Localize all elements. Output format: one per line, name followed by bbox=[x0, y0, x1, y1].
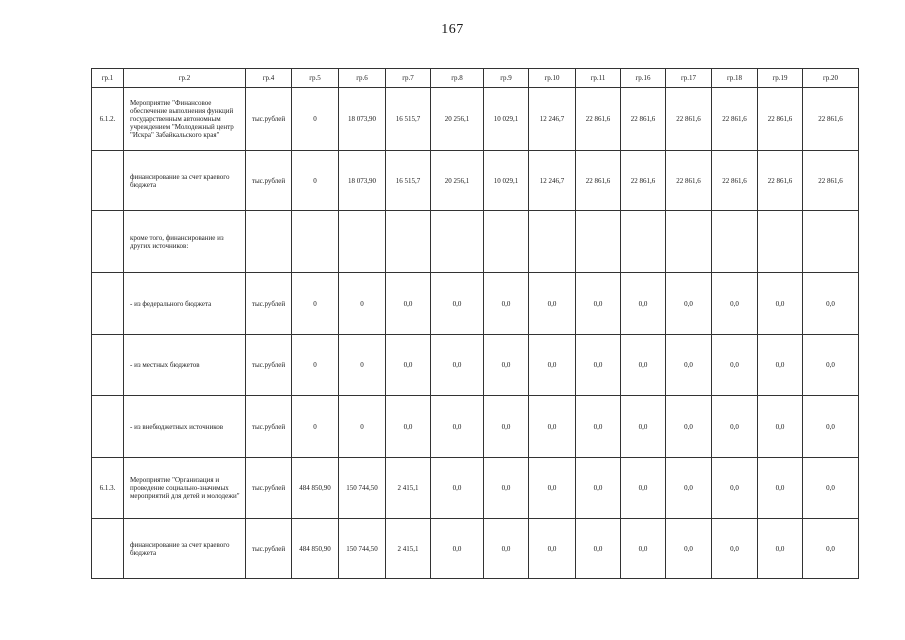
value-cell bbox=[666, 211, 712, 273]
value-cell: 0 bbox=[339, 273, 386, 335]
column-header: гр.7 bbox=[386, 69, 431, 88]
value-cell bbox=[386, 211, 431, 273]
value-cell: 0 bbox=[292, 88, 339, 151]
value-cell: 0 bbox=[339, 335, 386, 396]
value-cell: 0,0 bbox=[758, 519, 803, 579]
value-cell bbox=[484, 211, 529, 273]
row-code: 6.1.3. bbox=[92, 458, 124, 519]
value-cell: 0 bbox=[292, 151, 339, 211]
value-cell: 0,0 bbox=[529, 519, 576, 579]
value-cell: 0,0 bbox=[576, 396, 621, 458]
value-cell: 22 861,6 bbox=[576, 151, 621, 211]
column-header: гр.6 bbox=[339, 69, 386, 88]
row-code bbox=[92, 211, 124, 273]
value-cell: 22 861,6 bbox=[803, 151, 859, 211]
value-cell: 0,0 bbox=[666, 396, 712, 458]
value-cell: 0,0 bbox=[712, 273, 758, 335]
row-description: финансирование за счет краевого бюджета bbox=[124, 519, 246, 579]
value-cell: 0,0 bbox=[484, 273, 529, 335]
value-cell: 0,0 bbox=[621, 396, 666, 458]
value-cell: 0,0 bbox=[576, 335, 621, 396]
value-cell: 0 bbox=[292, 396, 339, 458]
value-cell: 22 861,6 bbox=[758, 88, 803, 151]
value-cell: 0,0 bbox=[621, 458, 666, 519]
column-header: гр.19 bbox=[758, 69, 803, 88]
value-cell: 0,0 bbox=[712, 458, 758, 519]
column-header: гр.2 bbox=[124, 69, 246, 88]
value-cell: 22 861,6 bbox=[803, 88, 859, 151]
value-cell: 0,0 bbox=[576, 519, 621, 579]
value-cell bbox=[758, 211, 803, 273]
value-cell: 0,0 bbox=[803, 273, 859, 335]
value-cell: 0,0 bbox=[386, 335, 431, 396]
column-header: гр.8 bbox=[431, 69, 484, 88]
value-cell bbox=[712, 211, 758, 273]
value-cell: 0,0 bbox=[386, 273, 431, 335]
value-cell: 0,0 bbox=[666, 458, 712, 519]
column-header: гр.9 bbox=[484, 69, 529, 88]
value-cell: 22 861,6 bbox=[666, 151, 712, 211]
value-cell: 0,0 bbox=[484, 396, 529, 458]
page-number: 167 bbox=[441, 22, 464, 37]
value-cell: 22 861,6 bbox=[758, 151, 803, 211]
value-cell: 0 bbox=[292, 335, 339, 396]
value-cell: 0,0 bbox=[758, 458, 803, 519]
value-cell: 0,0 bbox=[712, 335, 758, 396]
value-cell: 484 850,90 bbox=[292, 519, 339, 579]
value-cell: 0,0 bbox=[386, 396, 431, 458]
value-cell: 0,0 bbox=[576, 273, 621, 335]
row-description: - из федерального бюджета bbox=[124, 273, 246, 335]
value-cell: 2 415,1 bbox=[386, 519, 431, 579]
value-cell bbox=[803, 211, 859, 273]
value-cell: 0,0 bbox=[621, 273, 666, 335]
row-description: Мероприятие "Финансовое обеспечение выполнения функций государственным автономным учреждением "Молодежный центр "Искра" Забайкальского края" bbox=[124, 88, 246, 151]
value-cell: 150 744,50 bbox=[339, 458, 386, 519]
value-cell: 2 415,1 bbox=[386, 458, 431, 519]
value-cell: 0,0 bbox=[758, 273, 803, 335]
row-unit: тыс.рублей bbox=[246, 458, 292, 519]
value-cell bbox=[621, 211, 666, 273]
value-cell: 0,0 bbox=[712, 519, 758, 579]
value-cell bbox=[292, 211, 339, 273]
table-row bbox=[92, 458, 859, 519]
value-cell: 0 bbox=[292, 273, 339, 335]
value-cell: 0,0 bbox=[621, 519, 666, 579]
row-code bbox=[92, 335, 124, 396]
value-cell: 12 246,7 bbox=[529, 151, 576, 211]
value-cell: 0,0 bbox=[431, 396, 484, 458]
value-cell: 150 744,50 bbox=[339, 519, 386, 579]
value-cell: 22 861,6 bbox=[621, 151, 666, 211]
value-cell bbox=[576, 211, 621, 273]
value-cell: 0,0 bbox=[431, 273, 484, 335]
value-cell: 0,0 bbox=[484, 519, 529, 579]
value-cell: 0,0 bbox=[529, 335, 576, 396]
value-cell: 0,0 bbox=[621, 335, 666, 396]
row-description: финансирование за счет краевого бюджета bbox=[124, 151, 246, 211]
row-unit: тыс.рублей bbox=[246, 88, 292, 151]
table-row bbox=[92, 396, 859, 458]
value-cell: 0,0 bbox=[803, 335, 859, 396]
value-cell: 18 073,90 bbox=[339, 88, 386, 151]
row-unit: тыс.рублей bbox=[246, 273, 292, 335]
value-cell: 0,0 bbox=[758, 396, 803, 458]
value-cell bbox=[431, 211, 484, 273]
value-cell: 0,0 bbox=[803, 458, 859, 519]
value-cell: 0,0 bbox=[529, 396, 576, 458]
value-cell: 0,0 bbox=[712, 396, 758, 458]
row-description: Мероприятие "Организация и проведение социально-значимых мероприятий для детей и молодежи" bbox=[124, 458, 246, 519]
column-header: гр.16 bbox=[621, 69, 666, 88]
value-cell: 22 861,6 bbox=[712, 88, 758, 151]
row-code bbox=[92, 519, 124, 579]
row-code bbox=[92, 151, 124, 211]
table-row bbox=[92, 88, 859, 151]
value-cell: 12 246,7 bbox=[529, 88, 576, 151]
value-cell: 22 861,6 bbox=[666, 88, 712, 151]
table-row bbox=[92, 273, 859, 335]
row-code: 6.1.2. bbox=[92, 88, 124, 151]
column-header: гр.11 bbox=[576, 69, 621, 88]
value-cell: 0,0 bbox=[529, 458, 576, 519]
value-cell: 20 256,1 bbox=[431, 88, 484, 151]
column-header: гр.1 bbox=[92, 69, 124, 88]
budget-table bbox=[91, 68, 859, 579]
row-unit: тыс.рублей bbox=[246, 151, 292, 211]
value-cell: 0,0 bbox=[431, 519, 484, 579]
header-row bbox=[92, 69, 859, 88]
row-unit: тыс.рублей bbox=[246, 519, 292, 579]
table-row bbox=[92, 335, 859, 396]
value-cell: 0,0 bbox=[529, 273, 576, 335]
value-cell: 16 515,7 bbox=[386, 88, 431, 151]
row-unit: тыс.рублей bbox=[246, 335, 292, 396]
column-header: гр.17 bbox=[666, 69, 712, 88]
table-row bbox=[92, 151, 859, 211]
row-description: кроме того, финансирование из других источников: bbox=[124, 211, 246, 273]
value-cell bbox=[529, 211, 576, 273]
value-cell: 0,0 bbox=[484, 458, 529, 519]
value-cell: 0,0 bbox=[803, 396, 859, 458]
value-cell: 10 029,1 bbox=[484, 151, 529, 211]
column-header: гр.4 bbox=[246, 69, 292, 88]
value-cell: 0 bbox=[339, 396, 386, 458]
value-cell: 22 861,6 bbox=[621, 88, 666, 151]
row-description: - из внебюджетных источников bbox=[124, 396, 246, 458]
value-cell: 0,0 bbox=[576, 458, 621, 519]
value-cell: 16 515,7 bbox=[386, 151, 431, 211]
column-header: гр.20 bbox=[803, 69, 859, 88]
value-cell: 0,0 bbox=[484, 335, 529, 396]
value-cell: 0,0 bbox=[431, 335, 484, 396]
column-header: гр.18 bbox=[712, 69, 758, 88]
value-cell bbox=[339, 211, 386, 273]
column-header: гр.10 bbox=[529, 69, 576, 88]
row-code bbox=[92, 273, 124, 335]
row-description: - из местных бюджетов bbox=[124, 335, 246, 396]
value-cell: 18 073,90 bbox=[339, 151, 386, 211]
row-code bbox=[92, 396, 124, 458]
value-cell: 22 861,6 bbox=[576, 88, 621, 151]
row-unit bbox=[246, 211, 292, 273]
value-cell: 0,0 bbox=[758, 335, 803, 396]
value-cell: 22 861,6 bbox=[712, 151, 758, 211]
value-cell: 0,0 bbox=[431, 458, 484, 519]
value-cell: 0,0 bbox=[666, 273, 712, 335]
table-row bbox=[92, 211, 859, 273]
value-cell: 0,0 bbox=[666, 335, 712, 396]
value-cell: 0,0 bbox=[803, 519, 859, 579]
column-header: гр.5 bbox=[292, 69, 339, 88]
value-cell: 0,0 bbox=[666, 519, 712, 579]
table-row bbox=[92, 519, 859, 579]
value-cell: 20 256,1 bbox=[431, 151, 484, 211]
value-cell: 484 850,90 bbox=[292, 458, 339, 519]
value-cell: 10 029,1 bbox=[484, 88, 529, 151]
row-unit: тыс.рублей bbox=[246, 396, 292, 458]
